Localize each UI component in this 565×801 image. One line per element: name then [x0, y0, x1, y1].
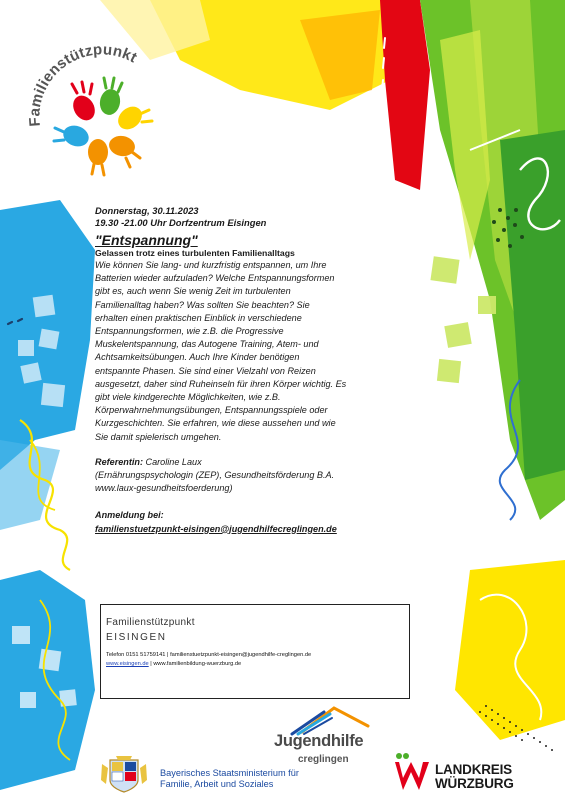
ministry-text: [160, 768, 299, 790]
landkreis-line-2: WÜRZBURG: [435, 776, 514, 791]
referent-label: Referentin:: [95, 456, 143, 467]
description-line: gibt es, auch wenn Sie wenig Zeit im turbulenten: [95, 286, 291, 297]
landkreis-w-icon: [393, 750, 433, 794]
familienstuetzpunkt-logo: [22, 38, 182, 188]
description-line: erhalten einen praktischen Einblick in verschiedene: [95, 312, 302, 323]
jugendhilfe-logo: [272, 702, 380, 768]
description-line: Entspannungsformen, wie z.B. die Progressive: [95, 326, 284, 337]
landkreis-wuerzburg-logo: [393, 750, 523, 794]
ministry-line-2: Familie, Arbeit und Soziales: [160, 779, 274, 789]
referent-name: Caroline Laux: [143, 456, 202, 467]
registration-email-link[interactable]: familienstuetzpunkt-eisingen@jugendhilfecreglingen.de: [95, 523, 337, 534]
description-line: Wie können Sie lang- und kurzfristig entspannen, um Ihre: [95, 260, 327, 270]
description-line: Sie damit spielerisch umgehen.: [95, 431, 222, 442]
referent-qualification: (Ernährungspsychologin (ZEP), Gesundheitsförderung B.A.: [95, 470, 335, 481]
jugendhilfe-name: Jugendhilfe: [274, 732, 364, 750]
landkreis-line-1: LANDKREIS: [435, 762, 512, 777]
contact-links: [106, 660, 409, 669]
logo-arc-text: Familienstützpunkt: [26, 41, 140, 128]
contact-box: [100, 604, 410, 699]
ministry-line-1: Bayerisches Staatsministerium für: [160, 768, 299, 778]
referent-website: www.laux-gesundheitsfoerderung): [95, 483, 233, 494]
eisingen-link[interactable]: www.eisingen.de: [106, 661, 149, 667]
event-time-place: 19.30 -21.00 Uhr Dorfzentrum Eisingen: [95, 217, 267, 228]
referent-line: [95, 456, 397, 469]
description-line: gibt viele kindgerechte Möglichkeiten, wie z.B.: [95, 392, 281, 403]
yellow-brush-bottom: [455, 560, 565, 740]
description-line: Kurzgeschichten. Sie erfahren, wie diese aussehen und wie: [95, 418, 336, 429]
description-line: Körperwahrnehmungsübungen, Entspannungsspiele oder: [95, 405, 328, 416]
bavarian-crest-icon: [98, 754, 150, 794]
description-line: Achtsamkeitsübungen. Auch Ihre Kinder benötigen: [95, 352, 300, 363]
red-brush: [380, 0, 430, 190]
description-line: ausgesetzt, daher sind Ruheinseln für ihren Körper wichtig. Es: [95, 378, 347, 389]
event-date: Donnerstag, 30.11.2023: [95, 205, 199, 216]
contact-phone-line: Telefon 0151 51759141 | familienstuetzpunkt-eisingen@jugendhilfe-creglingen.de: [106, 652, 312, 658]
house-lines-icon: [272, 702, 380, 736]
familienbildung-link[interactable]: www.familienbildung-wuerzburg.de: [153, 661, 242, 667]
description-line: Batterien wieder aufzuladen? Welche Entspannungsformen: [95, 273, 335, 284]
event-content: [95, 205, 397, 536]
description-line: Muskelentspannung, das Autogene Training, Atem- und: [95, 339, 319, 350]
hands-icon: [54, 78, 152, 175]
contact-place: EISINGEN: [106, 632, 167, 643]
registration-label: Anmeldung bei:: [95, 510, 164, 521]
link-separator: |: [148, 661, 154, 667]
description-line: entspannte Phasen. Sie sind einer Vielzahl von Reizen: [95, 365, 316, 376]
event-title: "Entspannung": [95, 232, 198, 248]
contact-name: Familienstützpunkt: [106, 617, 195, 628]
event-description: [95, 259, 397, 444]
jugendhilfe-sub: creglingen: [298, 754, 349, 765]
blue-brush-bottom: [0, 570, 95, 790]
event-subtitle: Gelassen trotz eines turbulenten Familienalltags: [95, 248, 295, 258]
description-line: Familienalltag haben? Was sollten Sie beachten? Sie: [95, 299, 310, 310]
